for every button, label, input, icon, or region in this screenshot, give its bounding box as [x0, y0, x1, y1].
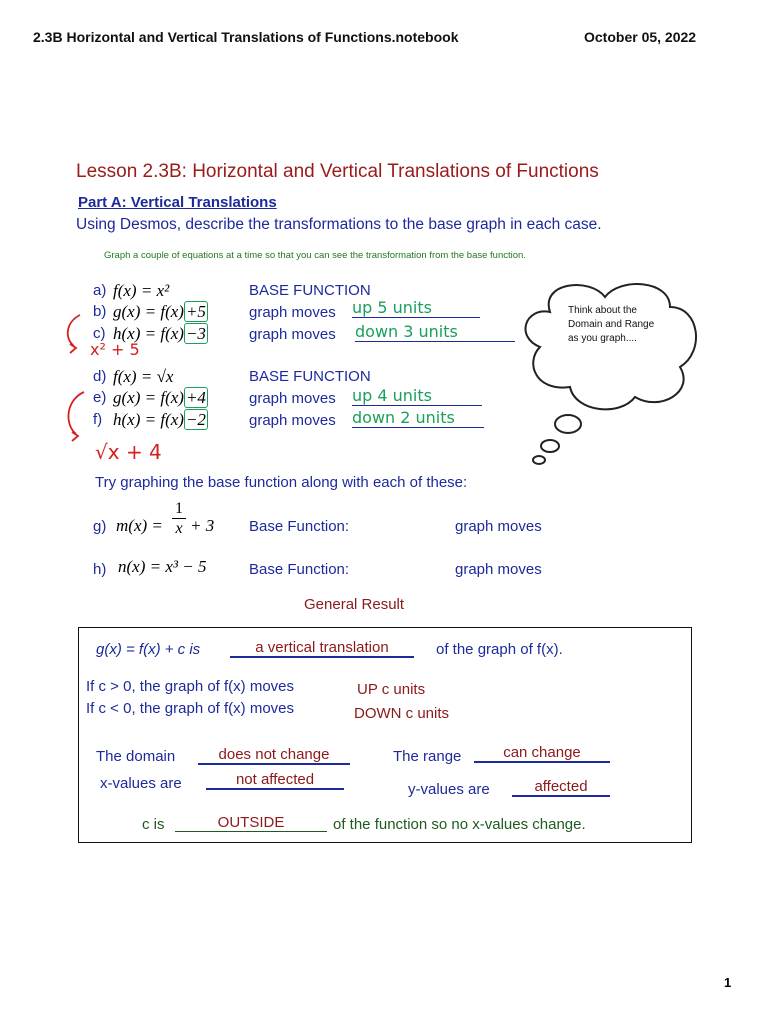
func-e: g(x) = f(x) +4	[113, 388, 206, 407]
gr-xvals-pre: x-values are	[100, 775, 182, 792]
try-heading: Try graphing the base function along with each of these:	[95, 474, 468, 491]
gr-domain-pre: The domain	[96, 748, 176, 765]
hand-answer-f: down 2 units	[352, 408, 484, 428]
general-result-title: General Result	[304, 596, 405, 613]
lesson-title: Lesson 2.3B: Horizontal and Vertical Translations of Functions	[76, 161, 599, 182]
func-a: f(x) = x²	[113, 281, 170, 300]
desc-f: graph moves	[249, 412, 336, 429]
label-d: d)	[93, 368, 107, 385]
func-g-numerator: 1	[172, 500, 186, 519]
gr-line3: If c < 0, the graph of f(x) moves	[86, 700, 295, 717]
instructions: Using Desmos, describe the transformations to the base graph in each case.	[76, 216, 602, 233]
desc-c: graph moves	[249, 326, 336, 343]
func-g-denominator: x	[175, 520, 183, 537]
gr-line3-fill: DOWN c units	[354, 705, 450, 722]
gr-range-fill: can change	[474, 744, 610, 763]
func-h: n(x) = x³ − 5	[118, 557, 207, 576]
gr-c-pre: c is	[142, 816, 165, 833]
moves-g: graph moves	[455, 518, 542, 535]
gr-line1-post: of the graph of f(x).	[436, 641, 563, 658]
gr-xvals-fill: not affected	[206, 771, 344, 790]
desc-a: BASE FUNCTION	[249, 282, 371, 299]
label-g: g)	[93, 518, 107, 535]
desc-d: BASE FUNCTION	[249, 368, 371, 385]
notebook-date: October 05, 2022	[584, 29, 697, 45]
thought-cloud	[510, 272, 710, 472]
cloud-text: Think about the Domain and Range as you graph....	[568, 305, 655, 344]
gr-yvals-fill: affected	[512, 778, 610, 797]
gr-line2: If c > 0, the graph of f(x) moves	[86, 678, 295, 695]
label-b: b)	[93, 303, 107, 320]
page-number: 1	[724, 975, 732, 990]
base-g: Base Function:	[249, 518, 350, 535]
func-d: f(x) = √x	[113, 367, 174, 386]
label-h: h)	[93, 561, 107, 578]
notebook-title: 2.3B Horizontal and Vertical Translations of Functions.notebook	[33, 29, 459, 45]
hand-answer-b: up 5 units	[352, 298, 480, 318]
desmos-note: Graph a couple of equations at a time so that you can see the transformation from the base function.	[104, 250, 526, 261]
hand-answer-e: up 4 units	[352, 386, 482, 406]
func-g-pre: m(x) =	[116, 516, 163, 535]
label-c: c)	[93, 325, 106, 342]
func-f: h(x) = f(x) −2	[113, 410, 206, 429]
desc-b: graph moves	[249, 304, 336, 321]
gr-range-pre: The range	[393, 748, 462, 765]
gr-line2-fill: UP c units	[357, 681, 426, 698]
label-a: a)	[93, 282, 107, 299]
label-e: e)	[93, 389, 107, 406]
hand-note-f: √x + 4	[95, 440, 162, 464]
gr-line1-fill: a vertical translation	[230, 639, 414, 658]
part-a-heading: Part A: Vertical Translations	[78, 194, 277, 211]
label-f: f)	[93, 411, 103, 428]
gr-yvals-pre: y-values are	[408, 781, 490, 798]
moves-h: graph moves	[455, 561, 542, 578]
gr-domain-fill: does not change	[198, 746, 350, 765]
func-b: g(x) = f(x) +5	[113, 302, 206, 321]
func-c: h(x) = f(x) −3	[113, 324, 206, 343]
desc-e: graph moves	[249, 390, 336, 407]
hand-answer-c: down 3 units	[355, 322, 515, 342]
gr-c-fill: OUTSIDE	[175, 814, 327, 832]
func-g-fraction	[172, 500, 186, 539]
hand-note-c: x² + 5	[90, 340, 140, 359]
func-g-post: + 3	[190, 516, 215, 535]
base-h: Base Function:	[249, 561, 350, 578]
general-result-box	[78, 627, 692, 843]
gr-c-post: of the function so no x-values change.	[333, 816, 586, 833]
gr-line1-pre: g(x) = f(x) + c is	[96, 641, 201, 658]
